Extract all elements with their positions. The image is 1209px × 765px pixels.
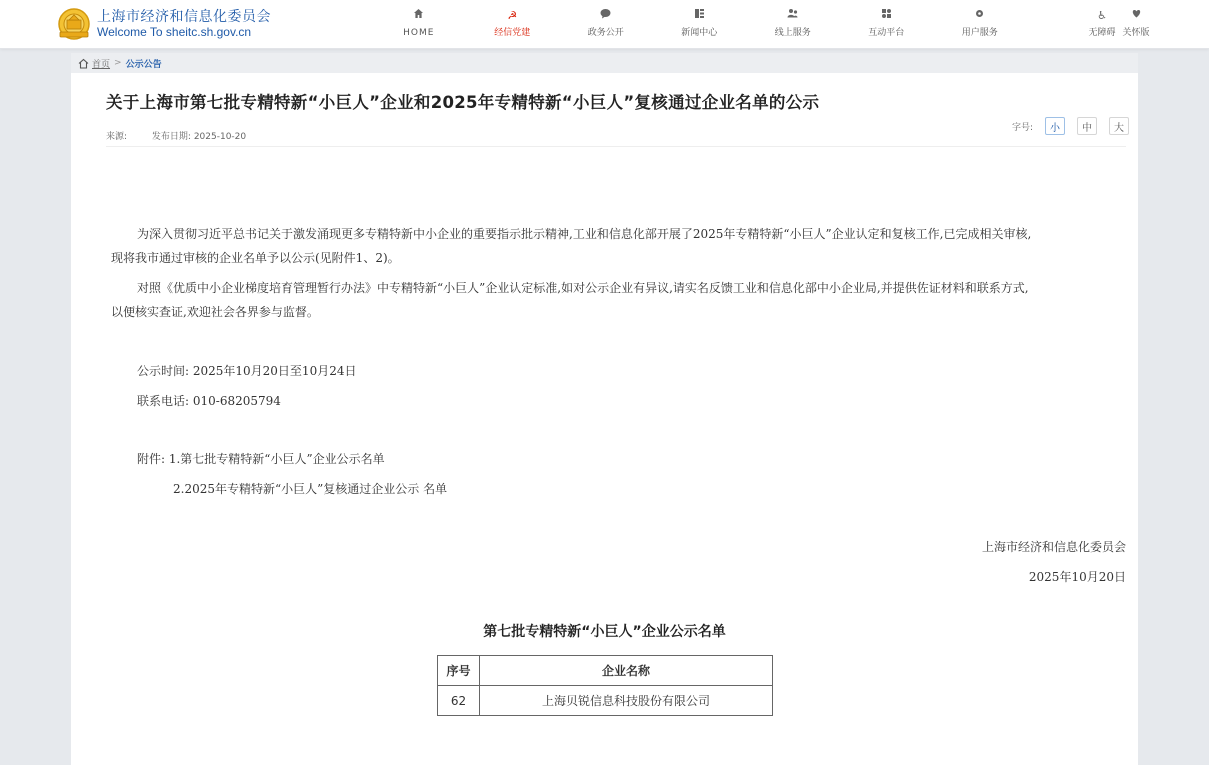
nav-online-service[interactable]: 线上服务: [746, 8, 840, 40]
paragraph-2: [111, 276, 1131, 324]
site-name-en: Welcome To sheitc.sh.gov.cn: [97, 25, 252, 39]
font-size-medium-button[interactable]: 中: [1077, 117, 1097, 135]
company-table: [437, 655, 773, 716]
table-row: [438, 686, 773, 716]
emblem-icon: [57, 8, 91, 40]
article-date: 发布日期: 2025-10-20: [151, 132, 247, 142]
table-header-row: [438, 656, 773, 686]
font-size-switcher: [1012, 117, 1129, 135]
chat-icon: [559, 8, 653, 24]
page-title: 关于上海市第七批专精特新“小巨人”企业和2025年专精特新“小巨人”复核通过企业名单的公示: [106, 93, 820, 112]
nav-interaction-platform[interactable]: 互动平台: [840, 8, 934, 40]
service-icon: [746, 8, 840, 24]
column-header-company: 企业名称: [480, 656, 773, 686]
paragraph-2-line-2: 以便核实查证,欢迎社会各界参与监督。: [111, 305, 319, 319]
breadcrumb: [71, 53, 1138, 73]
care-mode-link[interactable]: 关怀版: [1119, 8, 1153, 40]
nav-news-center[interactable]: 新闻中心: [653, 8, 747, 40]
user-icon: [933, 8, 1027, 24]
article-card: [71, 73, 1138, 765]
home-icon: [372, 8, 466, 24]
paragraph-1-line-1: 为深入贯彻习近平总书记关于激发涌现更多专精特新中小企业的重要指示批示精神,工业和信息化部开展了2025年专精特新“小巨人”企业认定和复核工作,已完成相关审核,: [137, 227, 1032, 241]
site-header: [0, 0, 1209, 49]
site-name-cn: 上海市经济和信息化委员会: [97, 9, 271, 25]
nav-user-service[interactable]: 用户服务: [933, 8, 1027, 40]
notice-time: 公示时间: 2025年10月20日至10月24日: [137, 364, 357, 378]
paragraph-1-line-2: 现将我市通过审核的企业名单予以公示(见附件1、2)。: [111, 251, 400, 265]
attachment-2-link[interactable]: 2.2025年专精特新“小巨人”复核通过企业公示 名单: [173, 482, 448, 496]
header-tools: [1085, 8, 1153, 40]
interaction-icon: [840, 8, 934, 24]
site-logo[interactable]: [57, 8, 271, 40]
signature-date: 2025年10月20日: [1028, 570, 1126, 584]
nav-home[interactable]: HOME: [372, 8, 466, 40]
home-icon: [78, 58, 89, 69]
breadcrumb-separator: >: [114, 58, 122, 68]
font-size-small-button[interactable]: 小: [1045, 117, 1065, 135]
paragraph-2-line-1: 对照《优质中小企业梯度培育管理暂行办法》中专精特新“小巨人”企业认定标准,如对公示企业有异议,请实名反馈工业和信息化部中小企业局,并提供佐证材料和联系方式,: [137, 281, 1029, 295]
article-meta: [106, 129, 246, 142]
accessibility-icon: ♿: [1097, 9, 1107, 22]
hammer-sickle-icon: ☭: [507, 9, 518, 22]
nav-party-building[interactable]: ☭ 经信党建: [466, 8, 560, 40]
font-size-large-button[interactable]: 大: [1109, 117, 1129, 135]
signature: 上海市经济和信息化委员会: [981, 540, 1126, 554]
cell-company: 上海贝锐信息科技股份有限公司: [480, 686, 773, 716]
table-title: 第七批专精特新“小巨人”企业公示名单: [483, 624, 726, 640]
column-header-index: 序号: [438, 656, 480, 686]
news-icon: [653, 8, 747, 24]
contact-phone: 联系电话: 010-68205794: [137, 394, 281, 408]
accessibility-link[interactable]: ♿ 无障碍: [1085, 8, 1119, 40]
title-divider: [106, 146, 1126, 147]
main-nav: [372, 8, 1027, 40]
article-source: 来源:: [106, 132, 128, 142]
breadcrumb-current[interactable]: 公示公告: [125, 59, 162, 70]
font-size-label: 字号:: [1012, 122, 1034, 133]
nav-government-affairs[interactable]: 政务公开: [559, 8, 653, 40]
breadcrumb-home-link[interactable]: 首页: [92, 59, 111, 70]
care-icon: [1119, 8, 1153, 24]
paragraph-1: [111, 222, 1131, 270]
attachment-1-link[interactable]: 附件: 1.第七批专精特新“小巨人”企业公示名单: [137, 452, 385, 466]
cell-index: 62: [438, 686, 480, 716]
